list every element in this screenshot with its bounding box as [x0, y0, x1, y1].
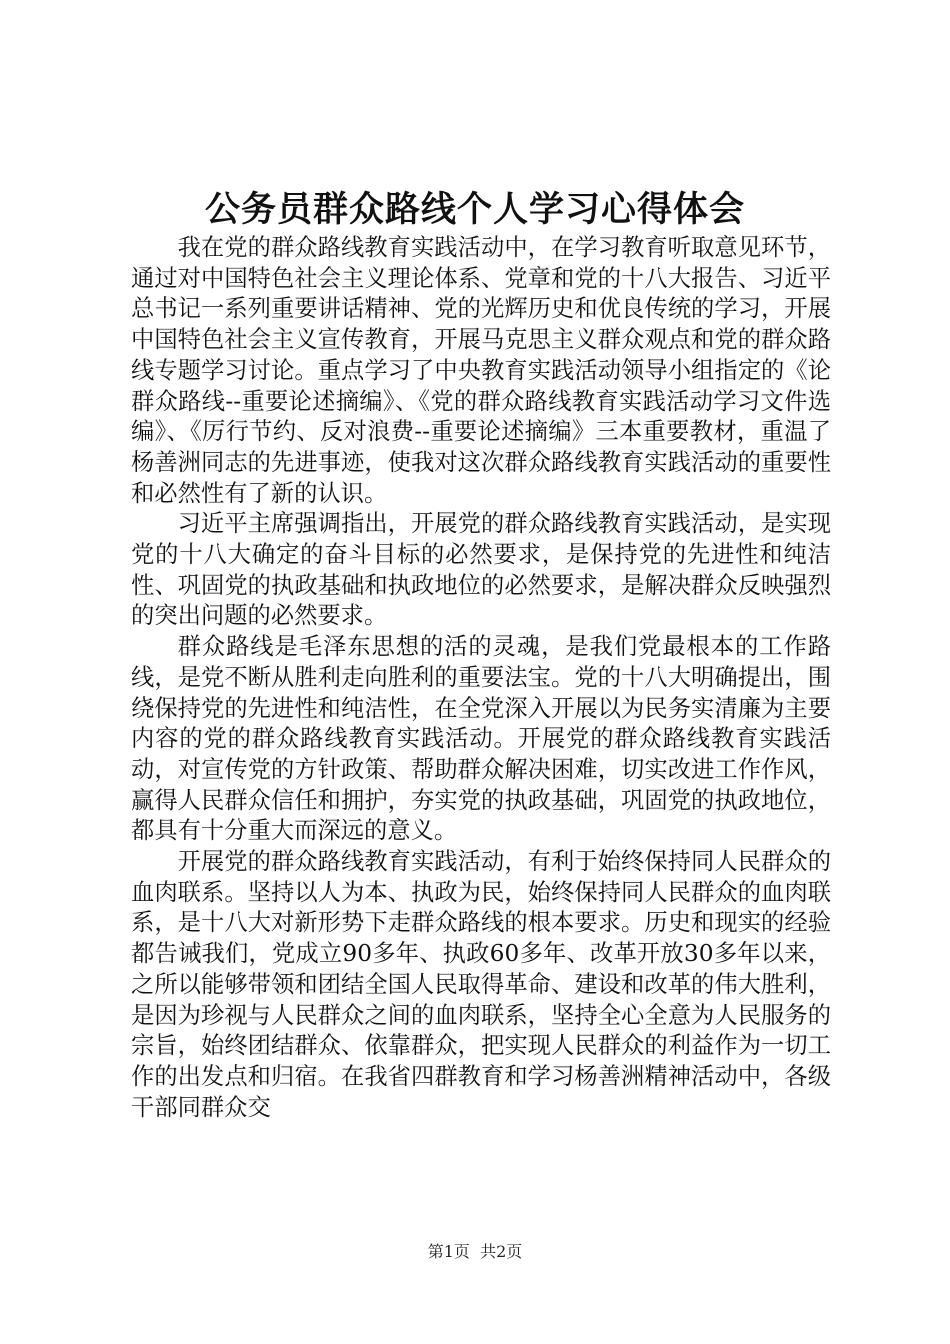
page-footer — [0, 1241, 950, 1263]
paragraph: 我在党的群众路线教育实践活动中，在学习教育听取意见环节，通过对中国特色社会主义理论体系、党章和党的十八大报告、习近平总书记一系列重要讲话精神、党的光辉历史和优良传统的学习，开展中国特色社会主义宣传教育，开展马克思主义群众观点和党的群众路线专题学习讨论。重点学习了中央教育实践活动领导小组指定的《论群众路线--重要论述摘编》、《党的群众路线教育实践活动学习文件选编》、《厉行节约、反对浪费--重要论述摘编》三本重要教材，重温了杨善洲同志的先进事迹，使我对这次群众路线教育实践活动的重要性和必然性有了新的认识。 — [131, 234, 831, 507]
paragraph: 开展党的群众路线教育实践活动，有利于始终保持同人民群众的血肉联系。坚持以人为本、执政为民，始终保持同人民群众的血肉联系，是十八大对新形势下走群众路线的根本要求。历史和现实的经验都告诫我们，党成立90多年、执政60多年、改革开放30多年以来，之所以能够带领和团结全国人民取得革命、建设和改革的伟大胜利，是因为珍视与人民群众之间的血肉联系，坚持全心全意为人民服务的宗旨，始终团结群众、依靠群众，把实现人民群众的利益作为一切工作的出发点和归宿。在我省四群教育和学习杨善洲精神活动中，各级干部同群众交 — [131, 848, 831, 1121]
paragraph: 群众路线是毛泽东思想的活的灵魂，是我们党最根本的工作路线，是党不断从胜利走向胜利的重要法宝。党的十八大明确提出，围绕保持党的先进性和纯洁性，在全党深入开展以为民务实清廉为主要内容的党的群众路线教育实践活动。开展党的群众路线教育实践活动，对宣传党的方针政策、帮助群众解决困难，切实改进工作作风，赢得人民群众信任和拥护，夯实党的执政基础，巩固党的执政地位，都具有十分重大而深远的意义。 — [131, 633, 831, 845]
page-total: 共2页 — [480, 1242, 523, 1261]
page-number: 第1页 — [427, 1242, 470, 1261]
footer-separator — [470, 1242, 480, 1261]
document-body — [131, 233, 831, 1123]
paragraph: 习近平主席强调指出，开展党的群众路线教育实践活动，是实现党的十八大确定的奋斗目标的必然要求，是保持党的先进性和纯洁性、巩固党的执政基础和执政地位的必然要求，是解决群众反映强烈的突出问题的必然要求。 — [131, 510, 831, 630]
document-title: 公务员群众路线个人学习心得体会 — [204, 190, 745, 230]
